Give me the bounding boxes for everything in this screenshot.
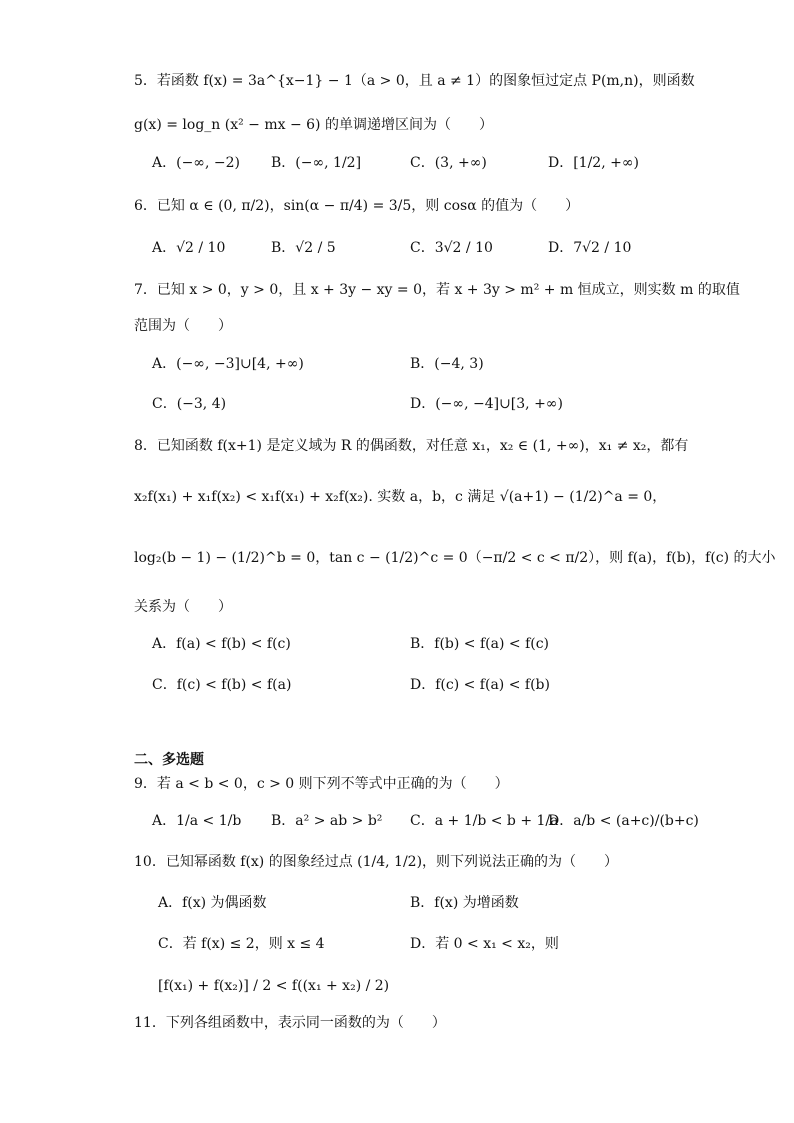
question-9-line-1: 9．若 a < b < 0，c > 0 则下列不等式中正确的为（ ） [134,776,509,792]
q10-option-c: C．若 f(x) ≤ 2，则 x ≤ 4 [158,936,325,952]
q8-option-b: B．f(b) < f(a) < f(c) [410,636,550,652]
question-8-line-3: log₂(b − 1) − (1/2)^b = 0，tan c − (1/2)^c = 0（−π/2 < c < π/2），则 f(a)，f(b)，f(c) 的大小 [134,550,776,566]
q6-option-b: B．√2 / 5 [271,240,336,256]
q5-option-d: D．[1/2, +∞) [548,155,639,171]
q10-option-d: D．若 0 < x₁ < x₂，则 [410,936,559,952]
question-10-line-1: 10．已知幂函数 f(x) 的图象经过点 (1/4, 1/2)，则下列说法正确的为（ ） [134,854,619,870]
q9-option-c: C．a + 1/b < b + 1/a [410,813,559,829]
question-7-line-2: 范围为（ ） [134,318,232,334]
question-11-line-1: 11．下列各组函数中，表示同一函数的为（ ） [134,1015,446,1031]
q6-option-c: C．3√2 / 10 [410,240,493,256]
q7-option-b: B．(−4, 3) [410,356,484,372]
q7-option-c: C．(−3, 4) [152,396,227,412]
question-5-line-1: 5．若函数 f(x) = 3a^{x−1} − 1（a > 0，且 a ≠ 1）的图象恒过定点 P(m,n)，则函数 [134,73,695,89]
q9-option-a: A．1/a < 1/b [152,813,242,829]
q6-option-d: D．7√2 / 10 [548,240,632,256]
question-8-line-2: x₂f(x₁) + x₁f(x₂) < x₁f(x₁) + x₂f(x₂). 实数 a，b，c 满足 √(a+1) − (1/2)^a = 0， [134,489,667,505]
q7-option-a: A．(−∞, −3]∪[4, +∞) [152,356,304,372]
question-8-line-4: 关系为（ ） [134,599,232,615]
q6-option-a: A．√2 / 10 [152,240,226,256]
q7-option-d: D．(−∞, −4]∪[3, +∞) [410,396,563,412]
q5-option-a: A．(−∞, −2) [152,155,240,171]
q10-option-b: B．f(x) 为增函数 [410,895,519,911]
q9-option-d: D．a/b < (a+c)/(b+c) [548,813,699,829]
q5-option-c: C．(3, +∞) [410,155,487,171]
question-5-line-2: g(x) = log_n (x² − mx − 6) 的单调递增区间为（ ） [134,117,493,133]
question-8-line-1: 8．已知函数 f(x+1) 是定义域为 R 的偶函数，对任意 x₁，x₂ ∈ (1, +∞)，x₁ ≠ x₂，都有 [134,438,689,454]
q5-option-b: B．(−∞, 1/2] [271,155,362,171]
q8-option-a: A．f(a) < f(b) < f(c) [152,636,291,652]
section-title-multiple-choice: 二、多选题 [134,752,204,768]
q10-option-d-inequality: [f(x₁) + f(x₂)] / 2 < f((x₁ + x₂) / 2) [158,978,390,994]
question-7-line-1: 7．已知 x > 0，y > 0，且 x + 3y − xy = 0，若 x + 3y > m² + m 恒成立，则实数 m 的取值 [134,282,740,298]
q8-option-d: D．f(c) < f(a) < f(b) [410,677,550,693]
q9-option-b: B．a² > ab > b² [271,813,383,829]
q10-option-a: A．f(x) 为偶函数 [158,895,267,911]
q8-option-c: C．f(c) < f(b) < f(a) [152,677,292,693]
question-6-line-1: 6．已知 α ∈ (0, π/2)，sin(α − π/4) = 3/5，则 cosα 的值为（ ） [134,198,580,214]
